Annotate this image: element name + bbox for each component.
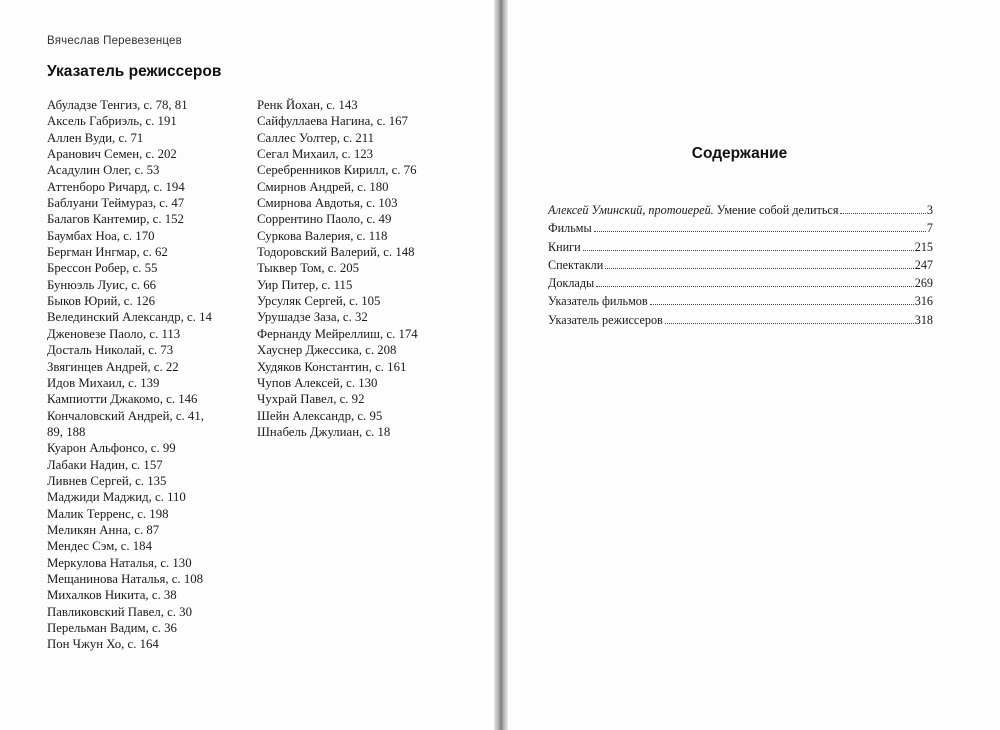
index-entry: Суркова Валерия, с. 118 bbox=[257, 228, 388, 243]
index-entry: Меликян Анна, с. 87 bbox=[47, 522, 160, 537]
toc-entry-label bbox=[548, 311, 663, 329]
index-entry: Ливнев Сергей, с. 135 bbox=[47, 473, 167, 488]
toc-entry-label bbox=[548, 256, 603, 274]
index-entry: Бунюэль Луис, с. 66 bbox=[47, 277, 157, 292]
toc-entry-label bbox=[548, 201, 838, 219]
index-entry: Павликовский Павел, с. 30 bbox=[47, 604, 192, 619]
index-entry: Быков Юрий, с. 126 bbox=[47, 294, 156, 309]
toc-title: Содержание bbox=[691, 145, 788, 162]
toc-leader-dots bbox=[596, 286, 914, 287]
index-entry: Саллес Уолтер, с. 211 bbox=[257, 130, 375, 145]
index-entry: Малик Терренс, с. 198 bbox=[47, 506, 169, 521]
index-entry: Аранович Семен, с. 202 bbox=[47, 147, 177, 162]
index-entry: Урсуляк Сергей, с. 105 bbox=[257, 294, 381, 309]
toc-entry-title: Книги bbox=[548, 239, 581, 254]
index-entry: 89, 188 bbox=[47, 424, 86, 439]
index-entry: Кампиотти Джакомо, с. 146 bbox=[47, 392, 198, 407]
toc-row bbox=[548, 274, 933, 292]
index-entry: Балагов Кантемир, с. 152 bbox=[47, 212, 184, 227]
index-entry: Меркулова Наталья, с. 130 bbox=[47, 555, 192, 570]
left-page bbox=[0, 0, 494, 730]
index-entry: Смирнова Авдотья, с. 103 bbox=[257, 196, 398, 211]
index-entry: Уир Питер, с. 115 bbox=[257, 277, 353, 292]
index-entry: Михалков Никита, с. 38 bbox=[47, 588, 177, 603]
index-entry: Шнабель Джулиан, с. 18 bbox=[257, 424, 391, 439]
index-entry: Сегал Михаил, с. 123 bbox=[257, 147, 374, 162]
index-entry: Соррентино Паоло, с. 49 bbox=[257, 212, 392, 227]
toc-row bbox=[548, 201, 933, 219]
toc-entry-title: Фильмы bbox=[548, 221, 592, 236]
toc-entry-author: Алексей Уминский, протоиерей. bbox=[548, 203, 714, 217]
toc-entry-title: Умение собой делиться bbox=[713, 203, 839, 217]
index-column-2 bbox=[257, 97, 477, 440]
toc-page-number: 3 bbox=[926, 203, 933, 217]
toc-leader-dots bbox=[840, 213, 925, 214]
index-entry: Асадулин Олег, с. 53 bbox=[47, 163, 160, 178]
toc-row bbox=[548, 256, 933, 274]
index-entry: Баблуани Теймураз, с. 47 bbox=[47, 196, 185, 211]
toc-entry-title: Спектакли bbox=[548, 257, 604, 272]
index-entry: Худяков Константин, с. 161 bbox=[257, 359, 407, 374]
index-entry: Ренк Йохан, с. 143 bbox=[257, 98, 358, 112]
index-entry: Абуладзе Тенгиз, с. 78, 81 bbox=[47, 98, 188, 112]
toc-row bbox=[548, 292, 933, 310]
index-entry: Идов Михаил, с. 139 bbox=[47, 375, 160, 390]
index-entry: Тодоровский Валерий, с. 148 bbox=[257, 245, 415, 260]
index-entry: Лабаки Надин, с. 157 bbox=[47, 457, 163, 472]
index-entry: Звягинцев Андрей, с. 22 bbox=[47, 359, 179, 374]
index-entry: Хауснер Джессика, с. 208 bbox=[257, 343, 397, 358]
index-entry: Сайфуллаева Нагина, с. 167 bbox=[257, 114, 408, 129]
right-page bbox=[508, 0, 1000, 730]
index-entry: Аллен Вуди, с. 71 bbox=[47, 130, 144, 145]
toc-page-number: 215 bbox=[914, 239, 933, 254]
toc-entry-title: Указатель режиссеров bbox=[548, 312, 663, 327]
toc-entry-label bbox=[548, 219, 592, 237]
index-entry: Кончаловский Андрей, с. 41, bbox=[47, 408, 204, 423]
toc-page-number: 316 bbox=[914, 294, 933, 309]
toc-entry-title: Доклады bbox=[548, 276, 595, 291]
index-entry: Смирнов Андрей, с. 180 bbox=[257, 179, 389, 194]
toc-entry-label bbox=[548, 274, 594, 292]
running-head: Вячеслав Перевезенцев bbox=[47, 35, 182, 47]
toc-page-number: 7 bbox=[926, 221, 933, 236]
index-entry: Серебренников Кирилл, с. 76 bbox=[257, 163, 417, 178]
toc-page-number: 247 bbox=[914, 257, 933, 272]
toc-page-number: 269 bbox=[914, 276, 933, 291]
index-entry: Бергман Ингмар, с. 62 bbox=[47, 245, 168, 260]
toc-row bbox=[548, 238, 933, 256]
book-gutter bbox=[494, 0, 508, 730]
index-entry: Перельман Вадим, с. 36 bbox=[47, 621, 177, 635]
index-column-1 bbox=[47, 97, 247, 653]
table-of-contents bbox=[548, 201, 933, 329]
toc-leader-dots bbox=[583, 250, 914, 251]
toc-entry-label bbox=[548, 292, 648, 310]
index-entry: Тыквер Том, с. 205 bbox=[257, 261, 360, 276]
index-entry: Фернанду Мейреллиш, с. 174 bbox=[257, 326, 418, 341]
index-entry: Брессон Робер, с. 55 bbox=[47, 261, 158, 276]
index-entry: Маджиди Маджид, с. 110 bbox=[47, 490, 186, 505]
index-entry: Аксель Габриэль, с. 191 bbox=[47, 114, 177, 129]
index-entry: Чупов Алексей, с. 130 bbox=[257, 375, 378, 390]
toc-entry-label bbox=[548, 238, 581, 256]
index-entry: Баумбах Ноа, с. 170 bbox=[47, 228, 155, 243]
index-entry: Досталь Николай, с. 73 bbox=[47, 343, 174, 358]
index-entry: Шейн Александр, с. 95 bbox=[257, 408, 383, 423]
index-entry: Урушадзе Заза, с. 32 bbox=[257, 310, 368, 325]
index-entry: Пон Чжун Хо, с. 164 bbox=[47, 637, 159, 652]
index-entry: Мендес Сэм, с. 184 bbox=[47, 539, 152, 554]
toc-leader-dots bbox=[665, 323, 914, 324]
toc-page-number: 318 bbox=[914, 312, 933, 327]
index-entry: Велединский Александр, с. 14 bbox=[47, 310, 212, 325]
index-title: Указатель режиссеров bbox=[47, 63, 222, 80]
toc-row bbox=[548, 219, 933, 237]
index-entry: Куарон Альфонсо, с. 99 bbox=[47, 441, 176, 456]
toc-entry-title: Указатель фильмов bbox=[548, 294, 648, 309]
index-entry: Чухрай Павел, с. 92 bbox=[257, 392, 365, 407]
toc-row bbox=[548, 311, 933, 329]
index-entry: Дженовезе Паоло, с. 113 bbox=[47, 326, 181, 341]
toc-leader-dots bbox=[650, 304, 914, 305]
toc-leader-dots bbox=[594, 231, 926, 232]
toc-leader-dots bbox=[605, 268, 913, 269]
index-entry: Аттенборо Ричард, с. 194 bbox=[47, 179, 185, 194]
index-entry: Мещанинова Наталья, с. 108 bbox=[47, 571, 204, 586]
